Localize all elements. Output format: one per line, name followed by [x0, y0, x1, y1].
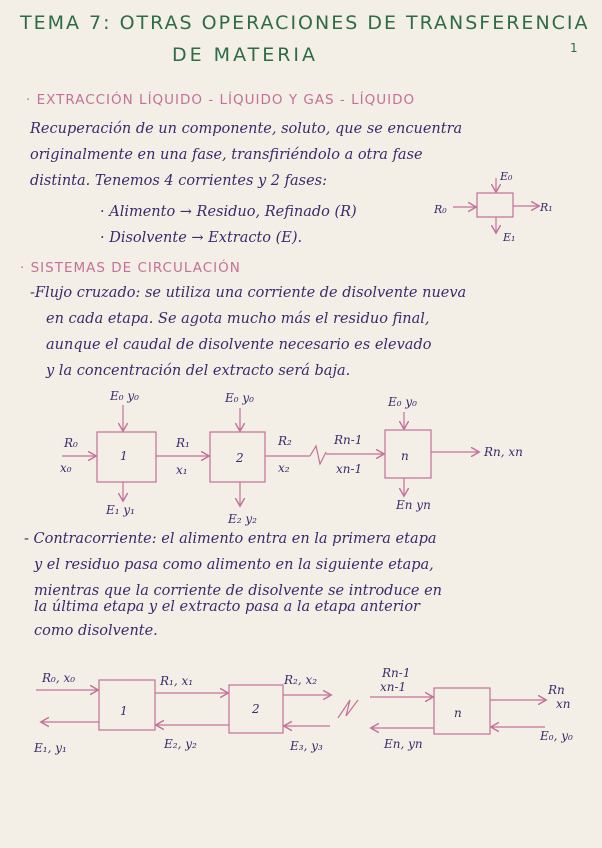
- diagram-label: Rn, xn: [484, 445, 523, 459]
- diagram-label: R₁, x₁: [160, 674, 194, 688]
- diagram-label: Rn-1: [382, 666, 411, 680]
- text-line: y el residuo pasa como alimento en la siguiente etapa,: [34, 557, 434, 573]
- diagram-label: x₂: [278, 461, 290, 475]
- diagram-label: Rn: [548, 683, 565, 697]
- stage-box-n: [385, 430, 431, 478]
- text-line: Recuperación de un componente, soluto, que se encuentra: [30, 121, 463, 137]
- diagram-label: E₀ y₀: [110, 389, 139, 403]
- diagram-label: E₁ y₁: [106, 503, 135, 517]
- diagram-label: R₁: [176, 436, 190, 450]
- section-heading-extraction: · EXTRACCIÓN LÍQUIDO - LÍQUIDO Y GAS - LÍQUIDO: [26, 92, 416, 108]
- section-heading-circulation: · SISTEMAS DE CIRCULACIÓN: [20, 260, 241, 276]
- page-number: 1: [570, 41, 578, 55]
- page-title: TEMA 7: OTRAS OPERACIONES DE TRANSFERENCIA: [20, 12, 590, 34]
- diagram-label: E₀ y₀: [388, 395, 417, 409]
- diagram-label: xn-1: [336, 462, 363, 476]
- diagram-label: xn: [556, 697, 571, 711]
- diagram-label: xn-1: [380, 680, 407, 694]
- diagram-label: En, yn: [384, 737, 423, 751]
- text-line: - Contracorriente: el alimento entra en la primera etapa: [24, 531, 437, 547]
- extraction-unit-box: [477, 193, 513, 217]
- stage-number: 2: [236, 451, 244, 465]
- stage-box-2: [210, 432, 265, 482]
- diagram-label: E₃, y₃: [290, 739, 323, 753]
- text-line: distinta. Tenemos 4 corrientes y 2 fases:: [30, 173, 327, 189]
- diagram-label: x₀: [60, 461, 72, 475]
- diagram-label: E₂ y₂: [228, 512, 257, 526]
- diagram-label: Rn-1: [334, 433, 363, 447]
- diagram-label: E₁, y₁: [34, 741, 67, 755]
- diagram-label: E₀: [500, 170, 513, 183]
- diagram-label: En yn: [396, 498, 431, 512]
- stage-box-1: [97, 432, 156, 482]
- stage-number: 1: [120, 449, 128, 463]
- stage-box-2: [229, 685, 283, 733]
- stage-number: n: [454, 706, 462, 720]
- diagram-label: x₁: [176, 463, 188, 477]
- break-mark: [310, 446, 326, 464]
- stage-number: 1: [120, 704, 128, 718]
- text-line: aunque el caudal de disolvente necesario es elevado: [46, 337, 432, 353]
- diagram-label: R₁: [540, 201, 553, 214]
- stage-box-1: [99, 680, 155, 730]
- text-line: la última etapa y el extracto pasa a la etapa anterior: [34, 599, 420, 615]
- bullet-item: · Alimento → Residuo, Refinado (R): [100, 204, 357, 220]
- stage-number: 2: [252, 702, 260, 716]
- diagram-label: R₂: [278, 434, 292, 448]
- text-line: mientras que la corriente de disolvente se introduce en: [34, 583, 443, 599]
- diagram-label: E₀, y₀: [540, 729, 573, 743]
- diagram-label: R₀, x₀: [42, 671, 76, 685]
- text-line: y la concentración del extracto será baja.: [46, 363, 351, 379]
- stage-number: n: [401, 449, 409, 463]
- diagram-label: R₂, x₂: [284, 673, 318, 687]
- diagram-label: E₁: [503, 231, 516, 244]
- diagram-label: E₀ y₀: [225, 391, 254, 405]
- page-title-continued: DE MATERIA: [172, 44, 319, 66]
- text-line: como disolvente.: [34, 623, 158, 639]
- text-line: -Flujo cruzado: se utiliza una corriente de disolvente nueva: [30, 285, 467, 301]
- diagram-label: R₀: [434, 203, 447, 216]
- stage-box-n: [434, 688, 490, 734]
- break-mark: [338, 700, 358, 718]
- bullet-item: · Disolvente → Extracto (E).: [100, 230, 303, 246]
- text-line: originalmente en una fase, transfiriéndolo a otra fase: [30, 147, 423, 163]
- text-line: en cada etapa. Se agota mucho más el residuo final,: [46, 311, 430, 327]
- diagram-label: E₂, y₂: [164, 737, 197, 751]
- diagram-label: R₀: [64, 436, 78, 450]
